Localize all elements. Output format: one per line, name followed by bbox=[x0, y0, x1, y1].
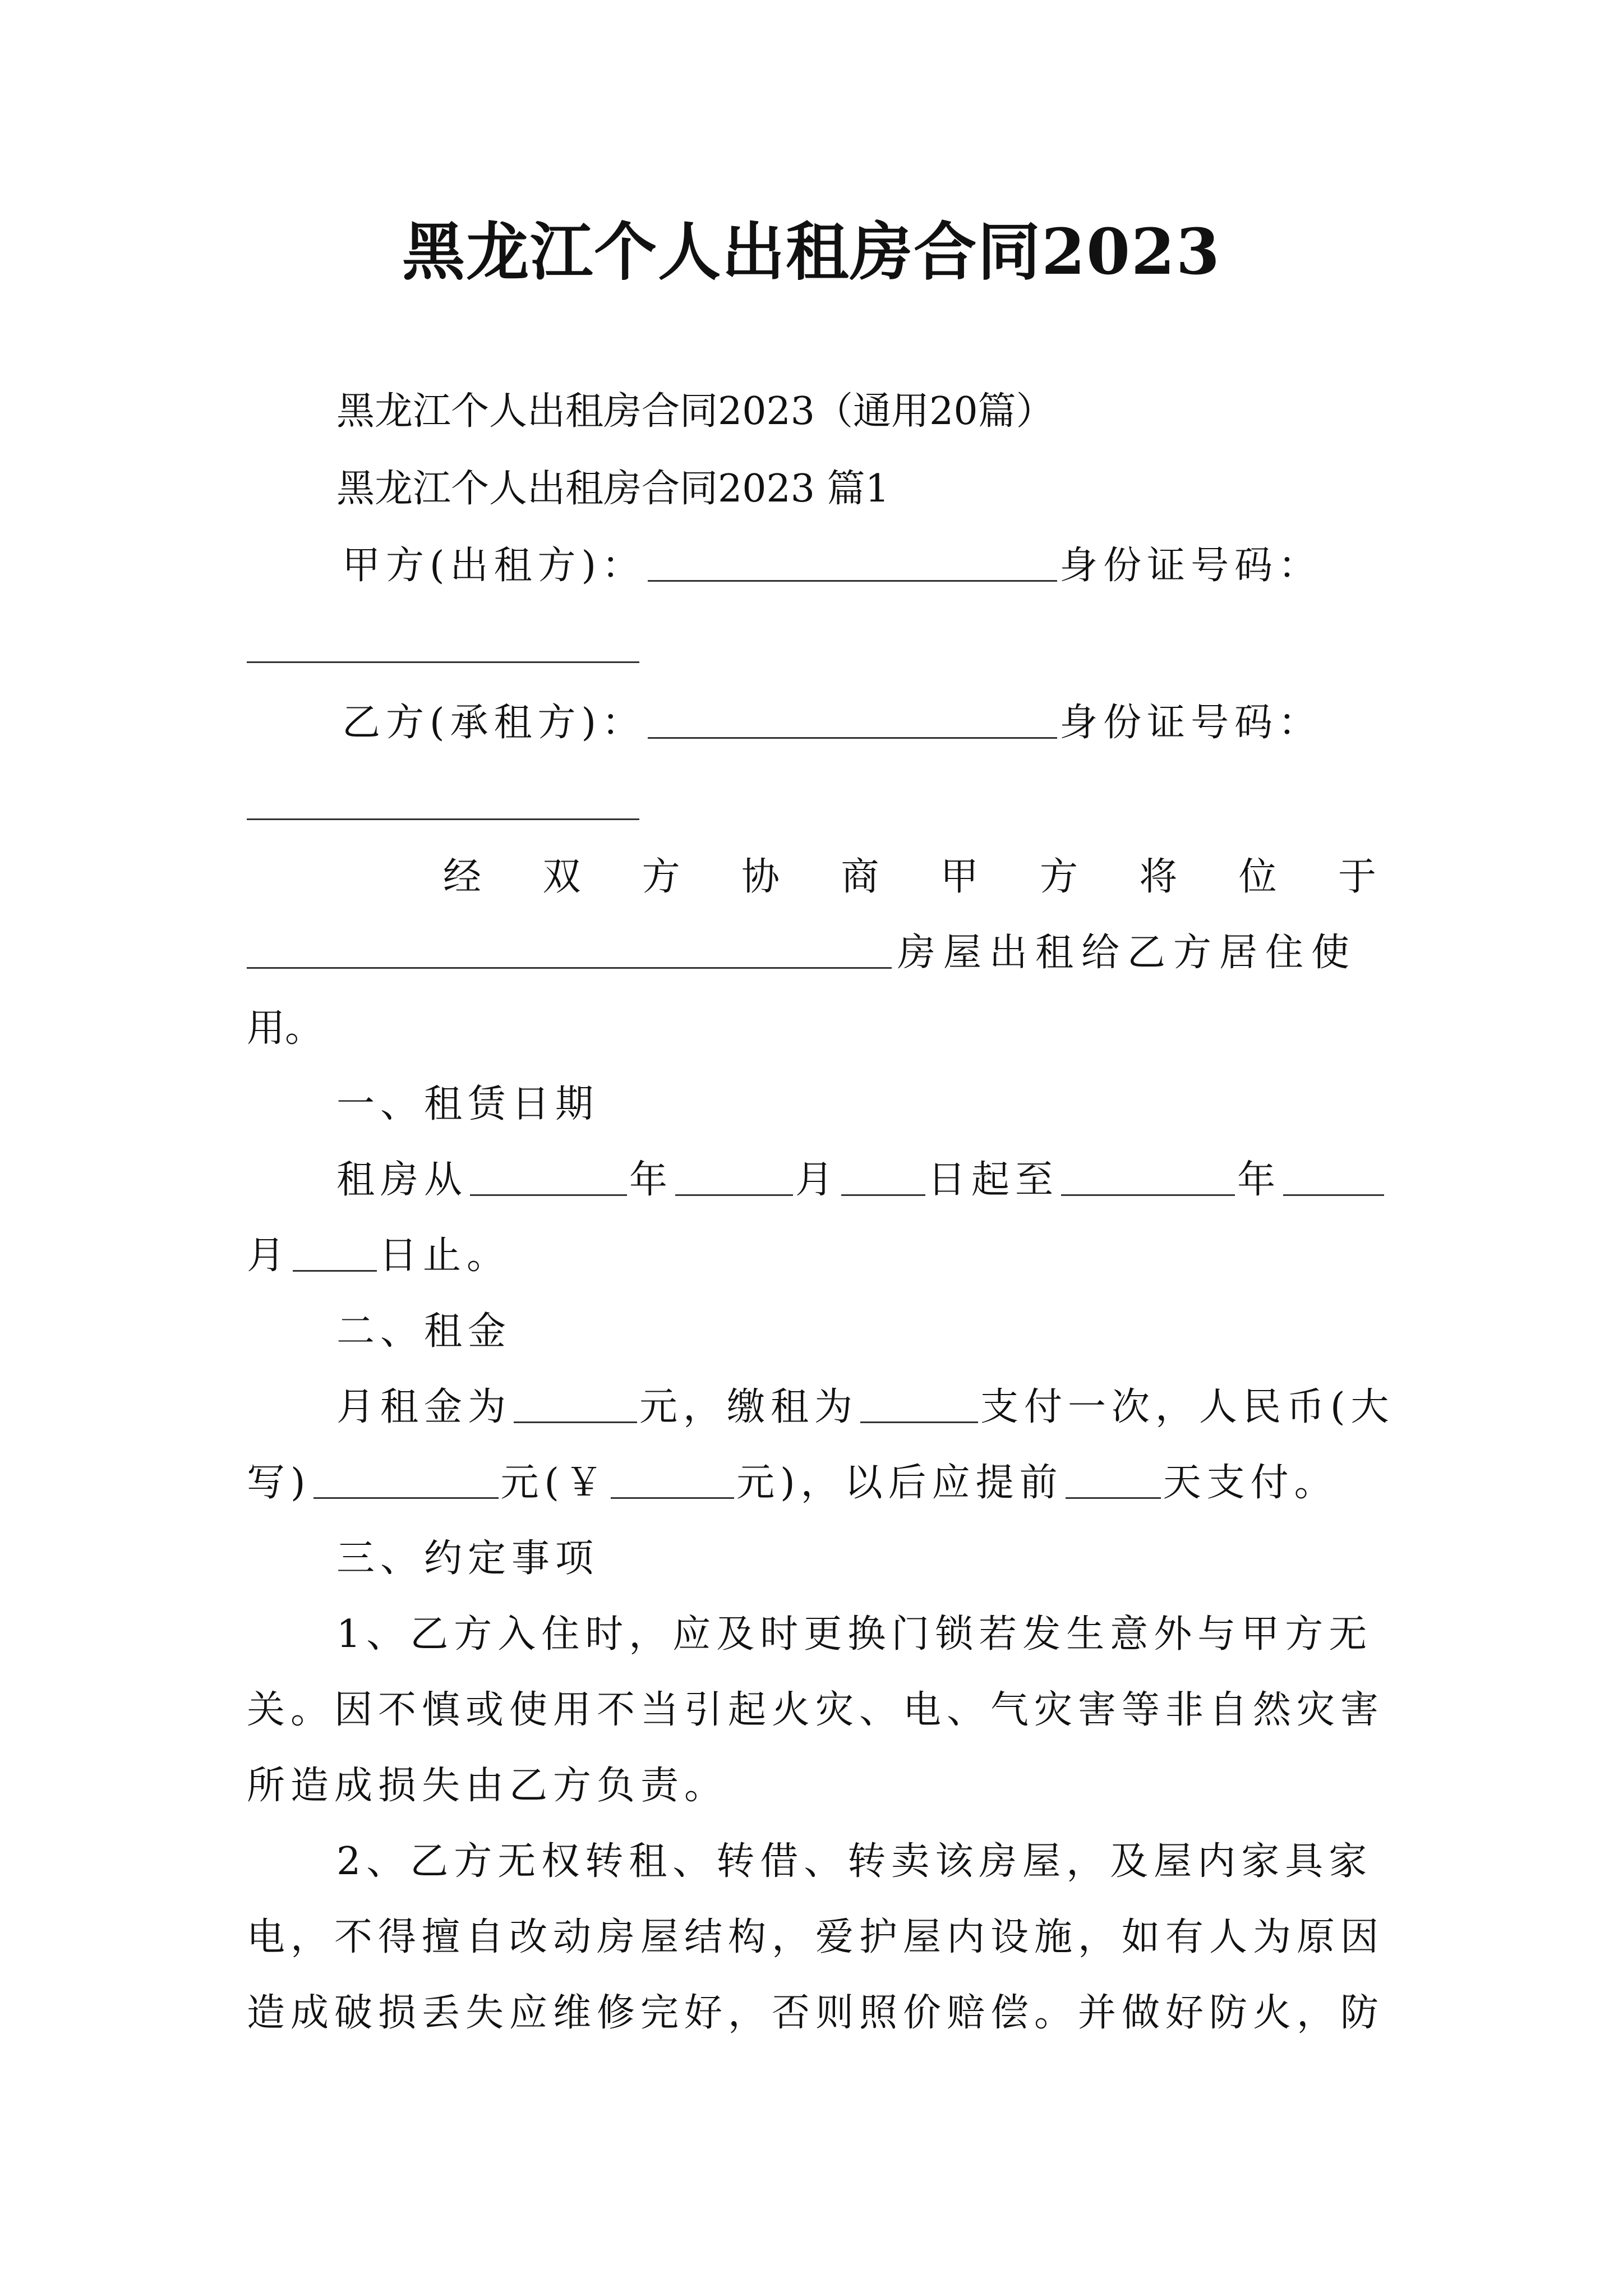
agreement-char: 方 bbox=[1039, 855, 1078, 899]
agreement-line-3: 用。 bbox=[247, 1006, 324, 1051]
s2-text: 月租金为 bbox=[336, 1385, 512, 1429]
blank bbox=[470, 1194, 627, 1196]
agreement-char: 将 bbox=[1139, 855, 1178, 899]
s1-line-2 bbox=[247, 1234, 511, 1278]
s2-text: 元，缴租为 bbox=[639, 1385, 859, 1429]
blank bbox=[1283, 1194, 1384, 1196]
party-a-id-blank bbox=[247, 661, 639, 663]
blank bbox=[1066, 1497, 1161, 1499]
party-b-name-blank bbox=[648, 737, 1057, 739]
agreement-line-2 bbox=[247, 931, 1358, 975]
party-b-id-label: 身份证号码： bbox=[1059, 701, 1322, 745]
agreement-char: 双 bbox=[542, 855, 581, 899]
blank bbox=[611, 1497, 734, 1499]
agreement-char: 于 bbox=[1338, 855, 1376, 899]
s1-text: 年 bbox=[1237, 1158, 1281, 1202]
agreement-char: 经 bbox=[443, 855, 482, 899]
s3-p2-line-2: 电，不得擅自改动房屋结构，爱护屋内设施，如有人为原因 bbox=[247, 1915, 1385, 1959]
blank bbox=[313, 1497, 499, 1499]
blank bbox=[841, 1194, 925, 1196]
agreement-char: 甲 bbox=[940, 855, 979, 899]
s2-heading: 二、租金 bbox=[336, 1309, 512, 1354]
s2-text: 支付一次，人民币(大 bbox=[980, 1385, 1395, 1429]
s2-text: 元)，以后应提前 bbox=[736, 1461, 1063, 1505]
s3-p2-line-3: 造成破损丢失应维修完好，否则照价赔偿。并做好防火，防 bbox=[247, 1991, 1385, 2035]
s3-p1-line-2: 关。因不慎或使用不当引起火灾、电、气灾害等非自然灾害 bbox=[247, 1688, 1385, 1732]
s2-line-1 bbox=[336, 1385, 1395, 1429]
s1-heading: 一、租赁日期 bbox=[336, 1082, 600, 1126]
section-heading: 黑龙江个人出租房合同2023 篇1 bbox=[336, 467, 889, 511]
blank bbox=[1061, 1194, 1235, 1196]
s3-p2-line-1: 2、乙方无权转租、转借、转卖该房屋，及屋内家具家 bbox=[336, 1839, 1373, 1884]
blank bbox=[860, 1421, 978, 1423]
s2-text: 天支付。 bbox=[1163, 1461, 1338, 1505]
party-a-id-label: 身份证号码： bbox=[1059, 544, 1322, 588]
party-b-id-blank bbox=[247, 818, 639, 820]
s1-text: 日起至 bbox=[928, 1158, 1059, 1202]
s3-heading: 三、约定事项 bbox=[336, 1536, 600, 1581]
party-a-label: 甲方(出租方)： bbox=[342, 544, 646, 588]
s1-line-1 bbox=[336, 1158, 1386, 1202]
blank bbox=[675, 1194, 793, 1196]
s3-p1-line-3: 所造成损失由乙方负责。 bbox=[247, 1764, 728, 1808]
blank bbox=[293, 1270, 377, 1272]
agreement-char: 位 bbox=[1238, 855, 1277, 899]
document-title: 黑龙江个人出租房合同2023 bbox=[402, 215, 1221, 289]
agreement-char: 方 bbox=[642, 855, 680, 899]
s1-text: 月 bbox=[247, 1234, 291, 1278]
party-a-row bbox=[342, 544, 1322, 588]
property-address-blank bbox=[247, 967, 892, 969]
s1-text: 租房从 bbox=[336, 1158, 468, 1202]
agreement-line-2-text: 房屋出租给乙方居住使 bbox=[897, 931, 1358, 975]
s1-text: 月 bbox=[795, 1158, 840, 1202]
s2-text: 元(￥ bbox=[500, 1461, 609, 1505]
agreement-line-1 bbox=[443, 855, 1376, 899]
agreement-char: 协 bbox=[741, 855, 780, 899]
document-subtitle: 黑龙江个人出租房合同2023（通用20篇） bbox=[336, 389, 1054, 434]
party-a-id-row bbox=[247, 628, 639, 666]
party-b-id-row bbox=[247, 785, 639, 823]
blank bbox=[514, 1421, 637, 1423]
party-b-row bbox=[342, 701, 1322, 745]
s3-p1-line-1: 1、乙方入住时，应及时更换门锁若发生意外与甲方无 bbox=[336, 1612, 1373, 1657]
party-b-label: 乙方(承租方)： bbox=[342, 701, 646, 745]
party-a-name-blank bbox=[648, 580, 1057, 582]
agreement-char: 商 bbox=[841, 855, 879, 899]
s1-text: 年 bbox=[629, 1158, 674, 1202]
s2-text: 写) bbox=[247, 1461, 311, 1505]
s1-text: 日止。 bbox=[379, 1234, 511, 1278]
s2-line-2 bbox=[247, 1461, 1338, 1505]
